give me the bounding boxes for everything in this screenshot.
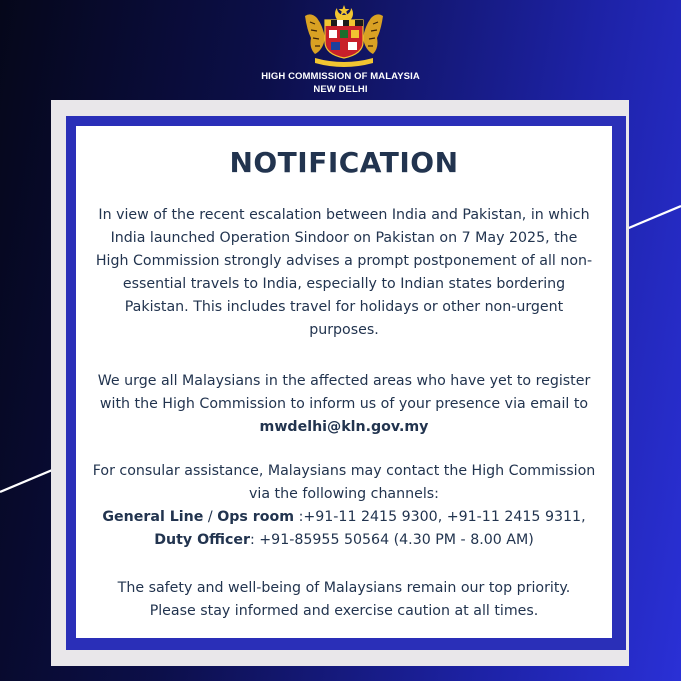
duty-officer-row (76, 529, 612, 552)
text-line: Please stay informed and exercise caution at all times. (149, 603, 539, 620)
text-line: The safety and well-being of Malaysians remain our top priority. (117, 580, 571, 596)
text-line: essential travels to India, especially to Indian states bordering (122, 276, 566, 293)
text-line: with the High Commission to inform us of your presence via email to (99, 396, 589, 413)
paragraph-closing (76, 577, 612, 623)
header-title-line2: NEW DELHI (313, 84, 368, 95)
text-line: In view of the recent escalation between India and Pakistan, in which (98, 207, 590, 223)
text-line: We urge all Malaysians in the affected areas who have yet to register (97, 373, 591, 389)
notice-title: NOTIFICATION (229, 146, 459, 179)
paragraph-consular-contacts (76, 460, 612, 552)
general-line-row (76, 506, 612, 529)
general-line-label: General Line (102, 509, 204, 526)
text-line: via the following channels: (249, 486, 439, 503)
email-link[interactable]: mwdelhi@kln.gov.my (259, 419, 429, 436)
text-line: High Commission strongly advises a prompt postponement of all non- (95, 253, 593, 270)
paragraph-travel-advisory (76, 204, 612, 343)
duty-officer-value: : +91-85955 50564 (4.30 PM - 8.00 AM) (249, 532, 534, 549)
ops-room-label: Ops room (217, 509, 295, 526)
general-line-numbers: :+91-11 2415 9300, +91-11 2415 9311, (294, 509, 586, 526)
text-line: Pakistan. This includes travel for holidays or other non-urgent (124, 299, 564, 316)
label-separator: / (203, 509, 218, 526)
malaysia-coat-of-arms-icon (301, 4, 387, 68)
paragraph-registration (76, 370, 612, 439)
notice-card (76, 126, 612, 638)
text-line: For consular assistance, Malaysians may contact the High Commission (92, 463, 596, 479)
text-line: purposes. (309, 322, 379, 339)
text-line: India launched Operation Sindoor on Pakistan on 7 May 2025, the (110, 230, 578, 247)
header-title-line1: HIGH COMMISSION OF MALAYSIA (261, 71, 420, 82)
duty-officer-label: Duty Officer (154, 532, 250, 549)
